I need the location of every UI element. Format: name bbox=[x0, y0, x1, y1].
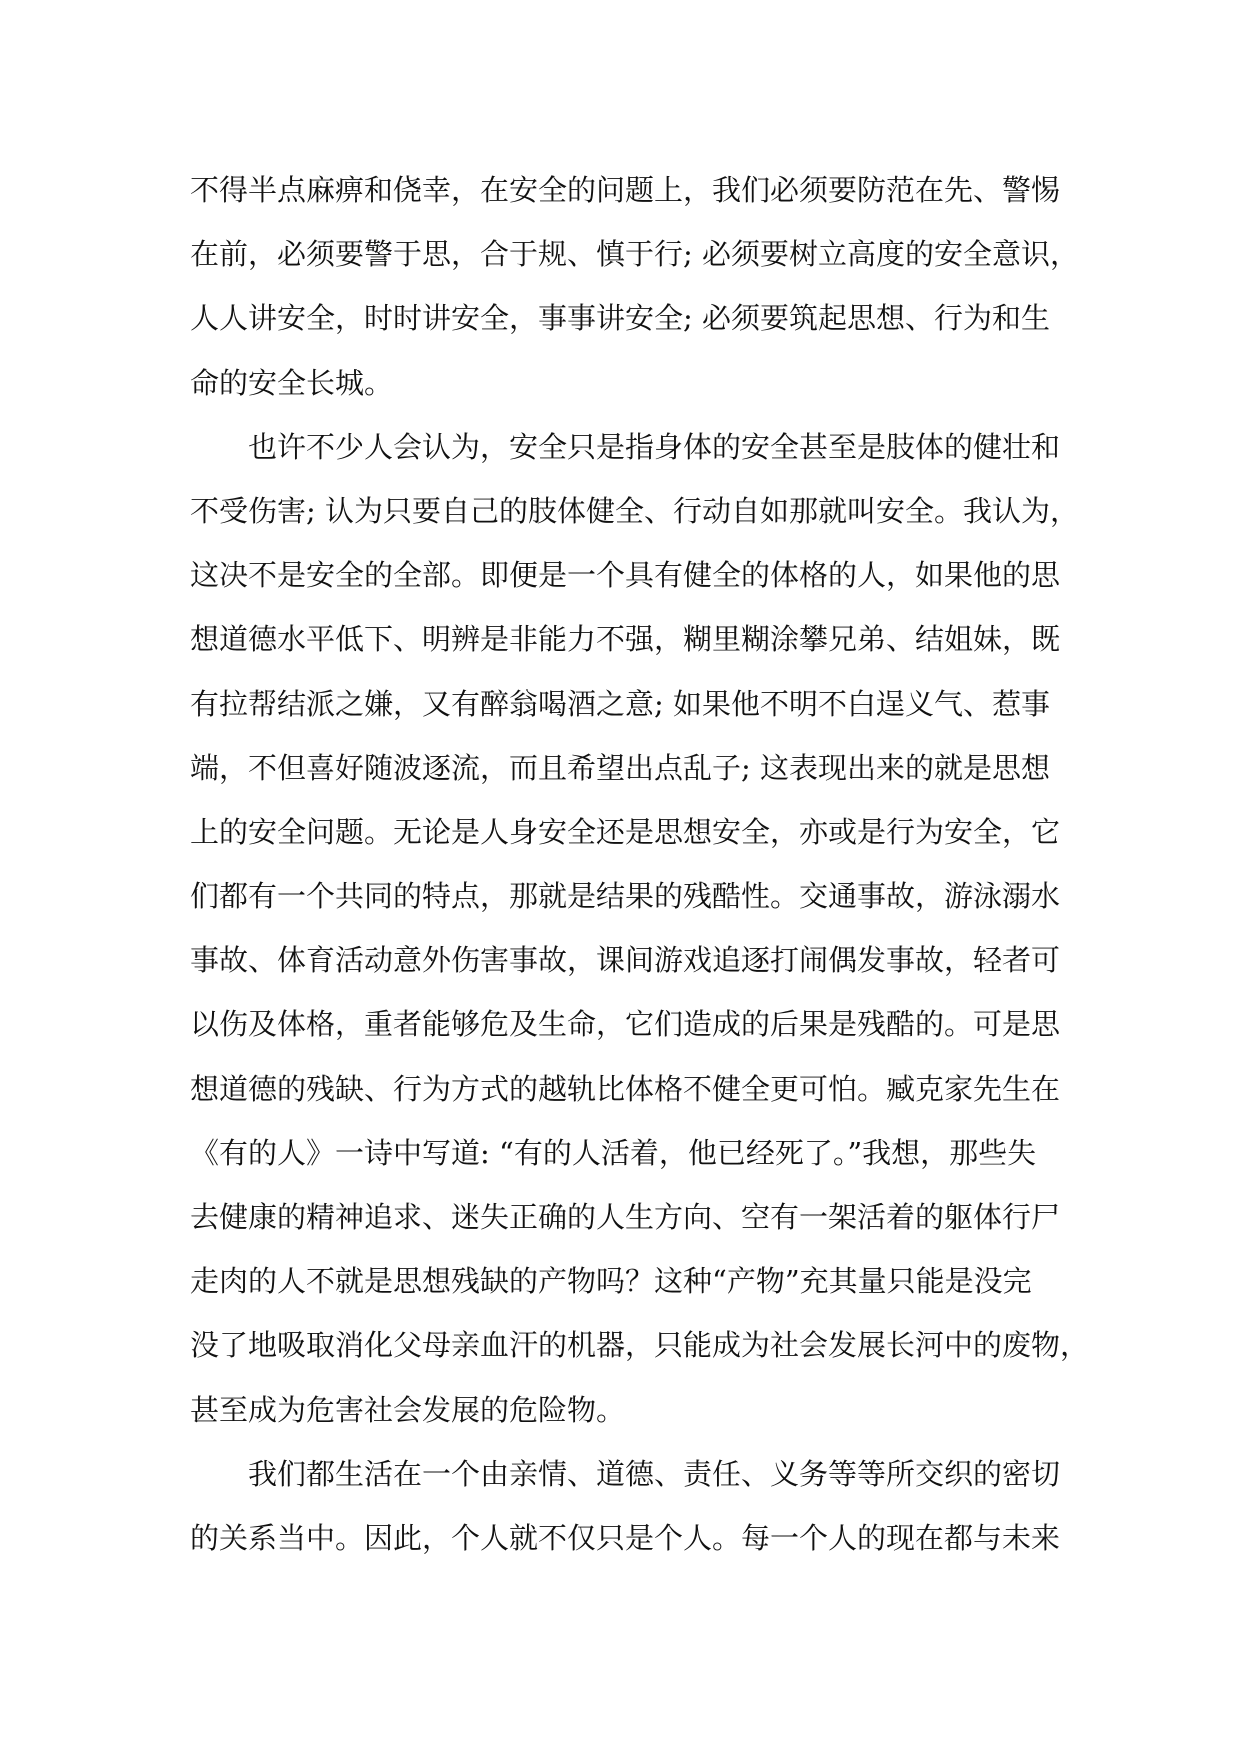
text-line: 也许不少人会认为，安全只是指身体的安全甚至是肢体的健壮和 bbox=[248, 429, 1061, 464]
text-line: 走肉的人不就是思想残缺的产物吗？这种“产物”充其量只能是没完 bbox=[190, 1264, 1032, 1299]
paragraph-2 bbox=[190, 415, 1090, 1442]
text-line: 在前，必须要警于思，合于规、慎于行; 必须要树立高度的安全意识， bbox=[190, 237, 1079, 272]
document-body bbox=[190, 158, 1090, 1570]
text-line: 人人讲安全，时时讲安全，事事讲安全; 必须要筑起思想、行为和生 bbox=[190, 301, 1050, 336]
text-line: 去健康的精神追求、迷失正确的人生方向、空有一架活着的躯体行尸 bbox=[190, 1200, 1061, 1234]
text-line: 有拉帮结派之嫌，又有醉翁喝酒之意; 如果他不明不白逞义气、惹事 bbox=[190, 686, 1050, 721]
text-line: 我们都生活在一个由亲情、道德、责任、义务等等所交织的密切 bbox=[248, 1456, 1061, 1491]
text-line: 想道德的残缺、行为方式的越轨比体格不健全更可怕。臧克家先生在 bbox=[190, 1071, 1061, 1106]
text-line: 的关系当中。因此，个人就不仅只是个人。每一个人的现在都与未来 bbox=[190, 1520, 1061, 1555]
text-line: 想道德水平低下、明辨是非能力不强，糊里糊涂攀兄弟、结姐妹，既 bbox=[190, 622, 1061, 657]
text-line: 没了地吸取消化父母亲血汗的机器，只能成为社会发展长河中的废物， bbox=[190, 1328, 1090, 1363]
text-line: 上的安全问题。无论是人身安全还是思想安全，亦或是行为安全，它 bbox=[190, 814, 1061, 849]
text-line: 以伤及体格，重者能够危及生命，它们造成的后果是残酷的。可是思 bbox=[190, 1007, 1061, 1042]
text-line: 这决不是安全的全部。即便是一个具有健全的体格的人，如果他的思 bbox=[190, 558, 1061, 593]
text-line: 命的安全长城。 bbox=[190, 365, 394, 400]
paragraph-3 bbox=[190, 1442, 1060, 1570]
text-line: 事故、体育活动意外伤害事故，课间游戏追逐打闹偶发事故，轻者可 bbox=[190, 943, 1061, 978]
text-line: 们都有一个共同的特点，那就是结果的残酷性。交通事故，游泳溺水 bbox=[190, 879, 1061, 914]
text-line: 不得半点麻痹和侥幸，在安全的问题上，我们必须要防范在先、警惕 bbox=[190, 173, 1061, 207]
text-line: 甚至成为危害社会发展的危险物。 bbox=[190, 1392, 626, 1427]
text-line: 不受伤害; 认为只要自己的肢体健全、行动自如那就叫安全。我认为， bbox=[190, 493, 1079, 528]
text-line: 端，不但喜好随波逐流，而且希望出点乱子; 这表现出来的就是思想 bbox=[190, 750, 1050, 785]
text-line: 《有的人》一诗中写道: “有的人活着，他已经死了。”我想，那些失 bbox=[190, 1135, 1037, 1170]
paragraph-1 bbox=[190, 158, 1079, 415]
